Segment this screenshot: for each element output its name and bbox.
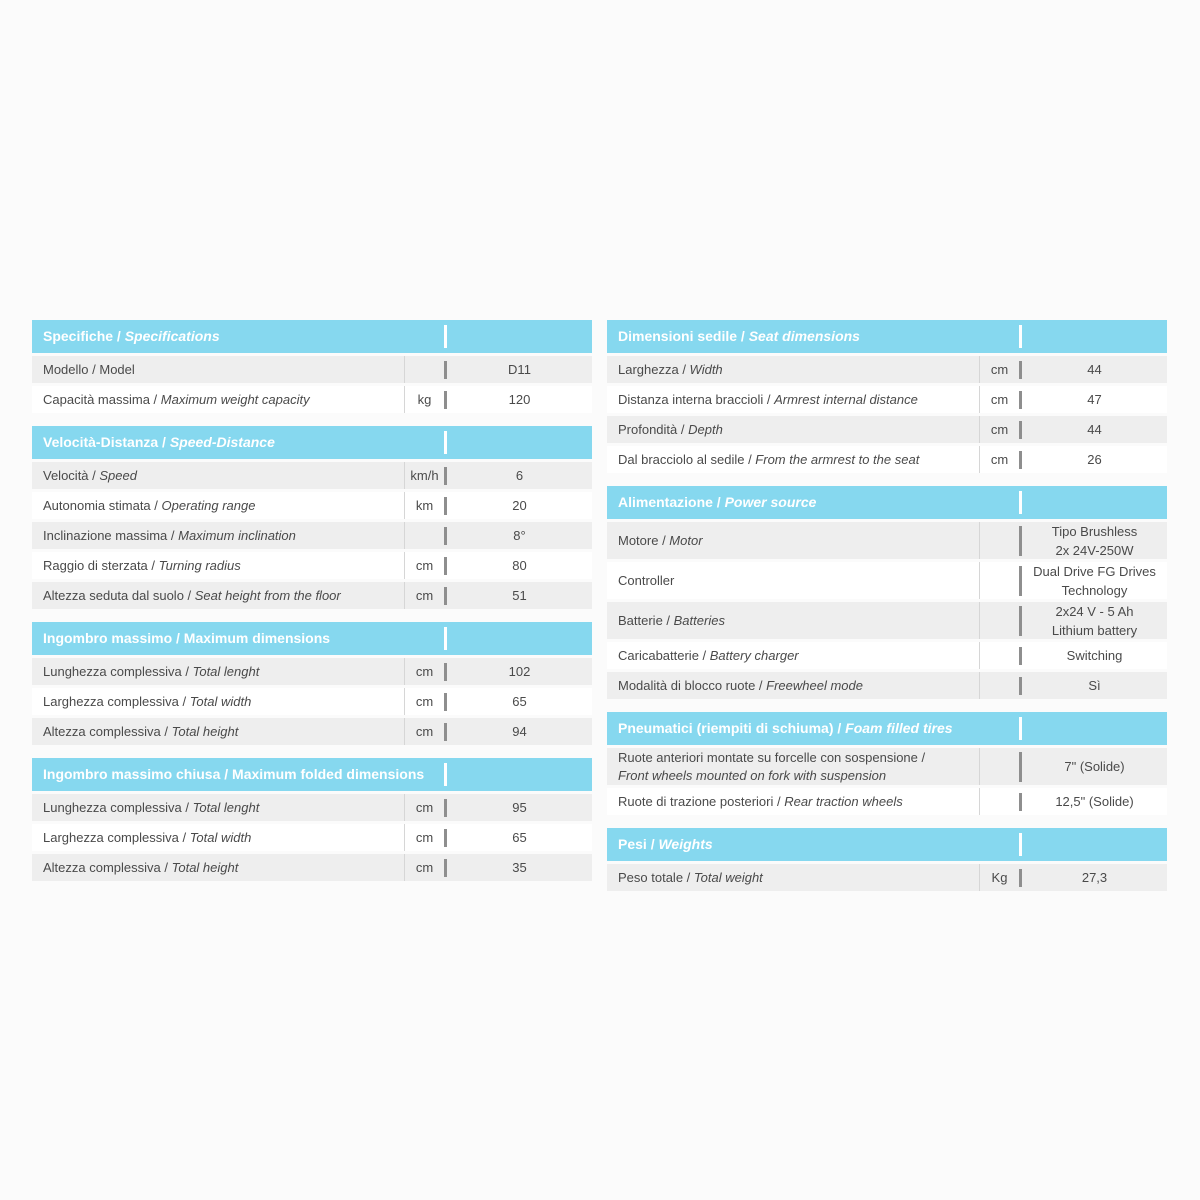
spec-unit: km bbox=[404, 492, 444, 519]
spec-label bbox=[607, 391, 979, 409]
spec-unit: cm bbox=[979, 416, 1019, 443]
spec-row bbox=[607, 748, 1167, 785]
spec-label-it: Profondità / bbox=[618, 421, 689, 437]
spec-label bbox=[607, 647, 979, 665]
spec-value-line1: 65 bbox=[512, 830, 527, 845]
spec-value-line1: 80 bbox=[512, 558, 527, 573]
spec-label-en: Depth bbox=[688, 421, 723, 437]
spec-value-line1: 95 bbox=[512, 800, 527, 815]
spec-label-it: Raggio di sterzata / bbox=[43, 557, 159, 573]
spec-label-it: Modalità di blocco ruote / bbox=[618, 677, 767, 693]
spec-label-en: Rear traction wheels bbox=[784, 793, 903, 809]
spec-label-en: Total height bbox=[171, 859, 239, 875]
section-title: Alimentazione / bbox=[618, 494, 725, 510]
spec-unit: cm bbox=[404, 824, 444, 851]
spec-value-line1: 2x24 V - 5 Ah bbox=[1055, 603, 1134, 619]
spec-label-it: Larghezza complessiva / bbox=[43, 829, 190, 845]
spec-value-line1: 102 bbox=[508, 664, 531, 679]
spec-label-en: Width bbox=[689, 361, 723, 377]
spec-row bbox=[607, 864, 1167, 891]
section-title: Pneumatici (riempiti di schiuma) / bbox=[618, 720, 846, 736]
spec-label bbox=[607, 612, 979, 630]
section-title-en: Speed-Distance bbox=[169, 434, 275, 450]
spec-value-line1: 35 bbox=[512, 860, 527, 875]
spec-value bbox=[1022, 450, 1167, 469]
spec-value bbox=[447, 360, 592, 379]
spec-row bbox=[32, 794, 592, 821]
spec-value-line1: 27,3 bbox=[1081, 870, 1108, 885]
spec-row bbox=[607, 672, 1167, 699]
spec-unit: cm bbox=[404, 552, 444, 579]
section-title-en: Weights bbox=[658, 836, 713, 852]
spec-value bbox=[1022, 868, 1167, 887]
spec-unit bbox=[404, 522, 444, 549]
spec-label bbox=[32, 693, 404, 711]
spec-label-en: Operating range bbox=[161, 497, 256, 513]
spec-label bbox=[32, 723, 404, 741]
spec-label-en: Turning radius bbox=[158, 557, 241, 573]
spec-label-it: Lunghezza complessiva / bbox=[43, 799, 193, 815]
header-divider bbox=[444, 627, 447, 650]
spec-value-line1: Sì bbox=[1088, 678, 1101, 693]
spec-unit: cm bbox=[404, 794, 444, 821]
spec-label-it: Caricabatterie / bbox=[618, 647, 710, 663]
spec-value bbox=[1022, 757, 1167, 776]
spec-label-en: Maximum weight capacity bbox=[160, 391, 310, 407]
spec-unit bbox=[979, 788, 1019, 815]
spec-unit: cm bbox=[404, 688, 444, 715]
spec-label bbox=[32, 557, 404, 575]
spec-unit: cm bbox=[979, 386, 1019, 413]
spec-value-line1: 94 bbox=[512, 724, 527, 739]
spec-row bbox=[607, 356, 1167, 383]
spec-unit: cm bbox=[979, 446, 1019, 473]
spec-row bbox=[32, 356, 592, 383]
spec-value-line1: 6 bbox=[515, 468, 524, 483]
spec-unit: km/h bbox=[404, 462, 444, 489]
spec-label-it: Autonomia stimata / bbox=[43, 497, 162, 513]
spec-label bbox=[32, 391, 404, 409]
spec-label-en: Batteries bbox=[673, 612, 725, 628]
spec-label-en: Maximum inclination bbox=[178, 527, 296, 543]
spec-value-line1: Tipo Brushless bbox=[1051, 523, 1138, 539]
section-header bbox=[32, 622, 592, 655]
spec-label bbox=[607, 677, 979, 695]
spec-section bbox=[32, 622, 592, 745]
header-divider bbox=[444, 325, 447, 348]
spec-value bbox=[1022, 420, 1167, 439]
spec-row bbox=[607, 602, 1167, 639]
spec-value bbox=[1022, 390, 1167, 409]
spec-row bbox=[32, 854, 592, 881]
spec-value bbox=[447, 692, 592, 711]
spec-value-line1: 44 bbox=[1087, 422, 1102, 437]
section-title-en: Specifications bbox=[124, 328, 220, 344]
spec-value bbox=[447, 466, 592, 485]
spec-label-it: Lunghezza complessiva / bbox=[43, 663, 193, 679]
spec-section bbox=[607, 828, 1167, 891]
spec-label-it: Motore / bbox=[618, 532, 670, 548]
spec-row bbox=[607, 416, 1167, 443]
section-title-en: Foam filled tires bbox=[845, 720, 953, 736]
spec-label bbox=[32, 361, 404, 379]
spec-row bbox=[607, 562, 1167, 599]
spec-row bbox=[607, 522, 1167, 559]
spec-label bbox=[32, 497, 404, 515]
spec-label-en: Front wheels mounted on fork with suspension bbox=[618, 767, 887, 783]
spec-label-en: Total lenght bbox=[192, 799, 260, 815]
spec-label-en: From the armrest to the seat bbox=[755, 451, 920, 467]
spec-row bbox=[32, 522, 592, 549]
spec-label-it: Larghezza complessiva / bbox=[43, 693, 190, 709]
spec-value-line1: 120 bbox=[508, 392, 531, 407]
spec-value-line2: Lithium battery bbox=[1051, 622, 1138, 638]
spec-row bbox=[607, 788, 1167, 815]
section-header bbox=[607, 712, 1167, 745]
spec-label bbox=[607, 532, 979, 550]
spec-label-it: Capacità massima / bbox=[43, 391, 161, 407]
spec-label-en: Total width bbox=[189, 829, 252, 845]
spec-value bbox=[447, 496, 592, 515]
header-divider bbox=[444, 431, 447, 454]
spec-row bbox=[32, 718, 592, 745]
spec-section bbox=[32, 426, 592, 609]
spec-label-it: Inclinazione massima / bbox=[43, 527, 179, 543]
spec-value bbox=[1022, 602, 1167, 640]
spec-value bbox=[1022, 360, 1167, 379]
spec-value bbox=[1022, 522, 1167, 560]
section-title-en: Power source bbox=[724, 494, 817, 510]
section-title: Ingombro massimo / Maximum dimensions bbox=[43, 630, 331, 646]
section-title: Specifiche / bbox=[43, 328, 125, 344]
spec-value bbox=[447, 798, 592, 817]
spec-row bbox=[32, 688, 592, 715]
spec-label bbox=[607, 361, 979, 379]
spec-value bbox=[447, 586, 592, 605]
spec-value bbox=[1022, 676, 1167, 695]
spec-value bbox=[447, 390, 592, 409]
spec-unit: cm bbox=[404, 658, 444, 685]
spec-label-it: Modello / Model bbox=[43, 361, 135, 377]
spec-row bbox=[32, 824, 592, 851]
spec-label-en: Speed bbox=[99, 467, 137, 483]
spec-value bbox=[447, 662, 592, 681]
spec-value-line2: 2x 24V-250W bbox=[1055, 542, 1134, 558]
spec-label bbox=[607, 793, 979, 811]
spec-row bbox=[607, 642, 1167, 669]
spec-unit bbox=[404, 356, 444, 383]
spec-label bbox=[32, 799, 404, 817]
section-header bbox=[32, 758, 592, 791]
spec-label-en: Armrest internal distance bbox=[774, 391, 918, 407]
spec-section bbox=[32, 320, 592, 413]
spec-row bbox=[32, 462, 592, 489]
spec-label-it: Altezza complessiva / bbox=[43, 859, 172, 875]
spec-label bbox=[32, 859, 404, 877]
spec-unit bbox=[979, 748, 1019, 785]
spec-value-line1: 12,5" (Solide) bbox=[1055, 794, 1134, 809]
spec-label-en: Total height bbox=[171, 723, 239, 739]
section-header bbox=[607, 828, 1167, 861]
spec-value-line1: Dual Drive FG Drives bbox=[1033, 563, 1156, 579]
spec-section bbox=[607, 486, 1167, 699]
spec-value-line2: Technology bbox=[1061, 582, 1128, 598]
spec-section bbox=[607, 712, 1167, 815]
section-title: Velocità-Distanza / bbox=[43, 434, 170, 450]
spec-label-en: Freewheel mode bbox=[766, 677, 863, 693]
spec-label-it: Altezza seduta dal suolo / bbox=[43, 587, 195, 603]
spec-label-it: Distanza interna braccioli / bbox=[618, 391, 775, 407]
spec-row bbox=[32, 492, 592, 519]
spec-unit bbox=[979, 562, 1019, 599]
header-divider bbox=[1019, 491, 1022, 514]
spec-label-it: Velocità / bbox=[43, 467, 100, 483]
spec-unit: cm bbox=[404, 854, 444, 881]
spec-row bbox=[607, 446, 1167, 473]
spec-label-it: Altezza complessiva / bbox=[43, 723, 172, 739]
spec-label bbox=[607, 421, 979, 439]
spec-label-en: Seat height from the floor bbox=[194, 587, 341, 603]
spec-value-line1: 44 bbox=[1087, 362, 1102, 377]
specs-column-right bbox=[607, 320, 1167, 904]
spec-value-line1: Switching bbox=[1066, 648, 1123, 663]
section-header bbox=[607, 320, 1167, 353]
spec-label-en: Total weight bbox=[693, 869, 763, 885]
spec-label bbox=[607, 749, 979, 785]
section-header bbox=[32, 320, 592, 353]
header-divider bbox=[1019, 717, 1022, 740]
spec-unit: cm bbox=[404, 582, 444, 609]
section-header bbox=[607, 486, 1167, 519]
spec-unit: kg bbox=[404, 386, 444, 413]
section-title: Pesi / bbox=[618, 836, 659, 852]
spec-label-en: Total lenght bbox=[192, 663, 260, 679]
spec-label-it: Controller bbox=[618, 572, 675, 588]
spec-row bbox=[32, 386, 592, 413]
spec-unit bbox=[979, 602, 1019, 639]
header-divider bbox=[1019, 833, 1022, 856]
spec-label-it: Dal bracciolo al sedile / bbox=[618, 451, 756, 467]
section-header bbox=[32, 426, 592, 459]
spec-row bbox=[32, 582, 592, 609]
spec-value-line1: 20 bbox=[512, 498, 527, 513]
spec-value bbox=[447, 858, 592, 877]
spec-label-en: Motor bbox=[669, 532, 703, 548]
spec-label-it: Ruote di trazione posteriori / bbox=[618, 793, 785, 809]
section-title-en: Seat dimensions bbox=[748, 328, 860, 344]
spec-value-line1: 8° bbox=[513, 528, 526, 543]
spec-label-it: Ruote anteriori montate su forcelle con sospensione / bbox=[618, 749, 926, 765]
spec-label bbox=[607, 451, 979, 469]
spec-value-line1: 47 bbox=[1087, 392, 1102, 407]
spec-unit: Kg bbox=[979, 864, 1019, 891]
spec-value bbox=[447, 556, 592, 575]
spec-value-line1: 26 bbox=[1087, 452, 1102, 467]
header-divider bbox=[444, 763, 447, 786]
spec-value bbox=[447, 828, 592, 847]
spec-row bbox=[32, 552, 592, 579]
spec-value bbox=[1022, 562, 1167, 600]
spec-section bbox=[607, 320, 1167, 473]
spec-unit: cm bbox=[404, 718, 444, 745]
spec-value-line1: 7" (Solide) bbox=[1064, 759, 1125, 774]
header-divider bbox=[1019, 325, 1022, 348]
spec-label bbox=[32, 467, 404, 485]
section-title: Ingombro massimo chiusa / Maximum folded dimensions bbox=[43, 766, 425, 782]
spec-label bbox=[32, 829, 404, 847]
spec-label bbox=[607, 869, 979, 887]
spec-label bbox=[32, 663, 404, 681]
section-title: Dimensioni sedile / bbox=[618, 328, 749, 344]
spec-value bbox=[1022, 792, 1167, 811]
spec-value bbox=[447, 526, 592, 545]
spec-label bbox=[607, 572, 979, 590]
spec-row bbox=[607, 386, 1167, 413]
spec-unit bbox=[979, 672, 1019, 699]
spec-label-it: Larghezza / bbox=[618, 361, 690, 377]
spec-label-en: Battery charger bbox=[709, 647, 799, 663]
spec-unit bbox=[979, 642, 1019, 669]
spec-value-line1: 51 bbox=[512, 588, 527, 603]
spec-unit: cm bbox=[979, 356, 1019, 383]
spec-section bbox=[32, 758, 592, 881]
spec-label-en: Total width bbox=[189, 693, 252, 709]
spec-value-line1: 65 bbox=[512, 694, 527, 709]
spec-value bbox=[1022, 646, 1167, 665]
spec-label bbox=[32, 527, 404, 545]
spec-label-it: Batterie / bbox=[618, 612, 674, 628]
specs-column-left bbox=[32, 320, 592, 894]
spec-row bbox=[32, 658, 592, 685]
spec-value bbox=[447, 722, 592, 741]
spec-unit bbox=[979, 522, 1019, 559]
spec-label-it: Peso totale / bbox=[618, 869, 694, 885]
spec-label bbox=[32, 587, 404, 605]
spec-value-line1: D11 bbox=[508, 362, 531, 377]
